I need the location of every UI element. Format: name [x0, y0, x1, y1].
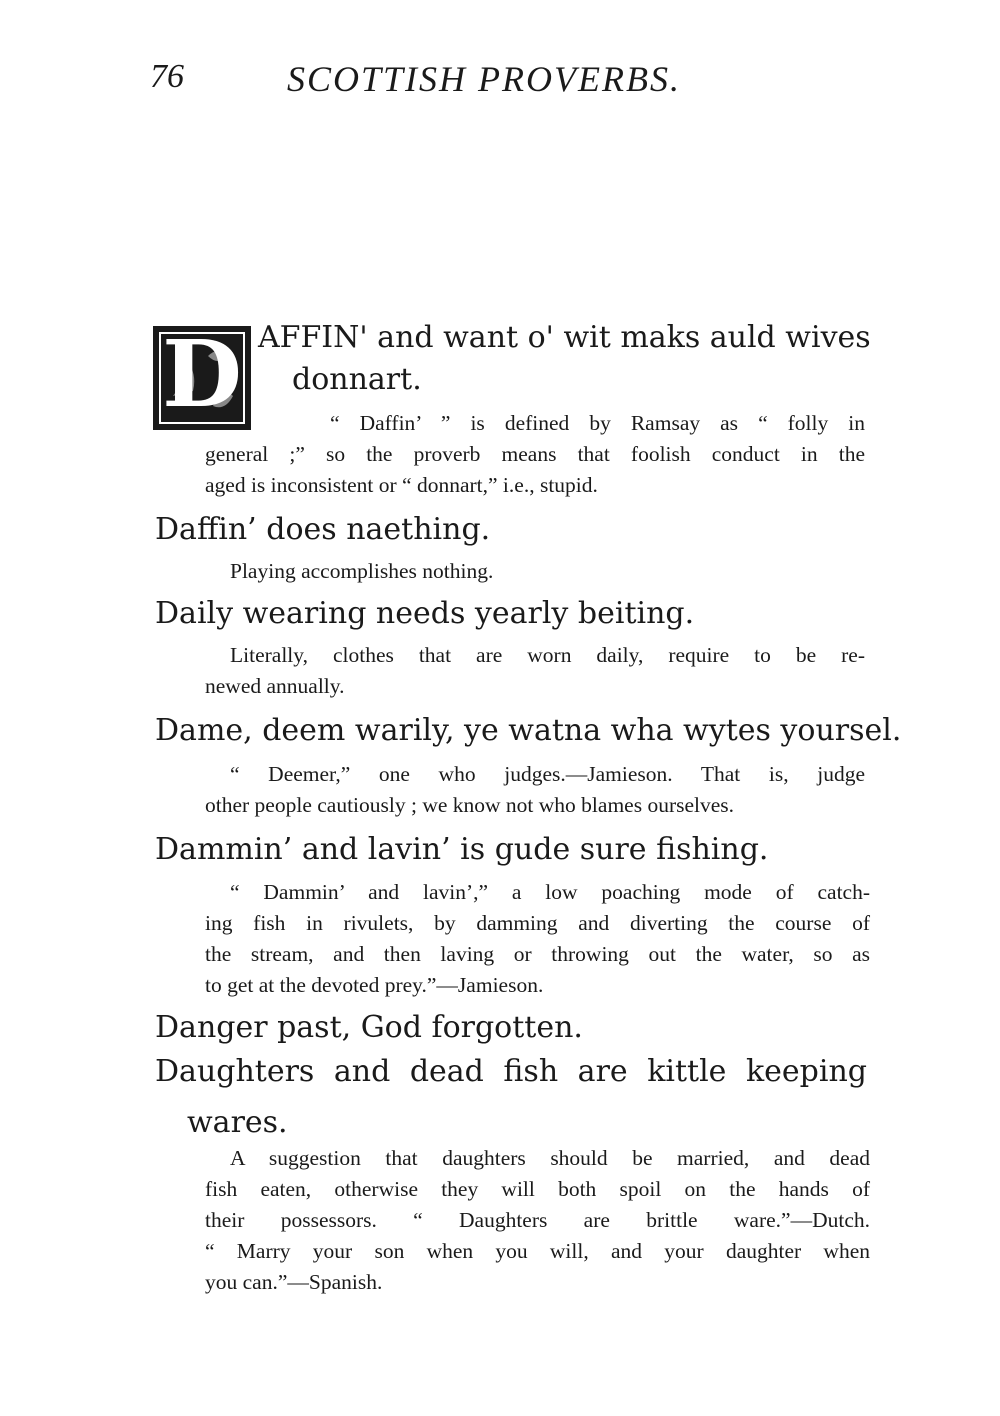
proverb-heading: Dammin’ and lavin’ is gude sure fishing. [155, 832, 769, 867]
note-line: “ Marry your son when you will, and your daughter when [205, 1239, 870, 1263]
note [205, 640, 865, 702]
note-line: “ Deemer,” one who judges.—Jamieson. That is, judge [230, 762, 865, 786]
note-line: general ;” so the proverb means that foolish conduct in the [205, 442, 865, 466]
note-line: you can.”—Spanish. [205, 1270, 383, 1294]
note-line: aged is inconsistent or “ donnart,” i.e., stupid. [205, 473, 598, 497]
proverb-line: donnart. [292, 362, 422, 397]
note [205, 1143, 870, 1298]
running-title: SCOTTISH PROVERBS. [287, 59, 681, 99]
proverb-line: wares. [187, 1105, 288, 1140]
note [205, 408, 865, 501]
dropcap-letter: D [162, 320, 242, 428]
note-line: Playing accomplishes nothing. [230, 559, 494, 583]
note-line: the stream, and then laving or throwing out the water, so as [205, 942, 870, 966]
proverb-heading: Danger past, God forgotten. [155, 1010, 583, 1045]
note-line: other people cautiously ; we know not who blames ourselves. [205, 793, 735, 817]
proverb-heading: Dame, deem warily, ye watna wha wytes yoursel. [155, 713, 902, 748]
note [230, 556, 870, 587]
note-line: “ Daffin’ ” is defined by Ramsay as “ folly in [330, 411, 865, 435]
note-line: newed annually. [205, 674, 345, 698]
proverb-heading: Daily wearing needs yearly beiting. [155, 596, 695, 631]
note-line: fish eaten, otherwise they will both spoil on the hands of [205, 1177, 870, 1201]
proverb-line: Daughters and dead fish are kittle keeping [155, 1054, 867, 1089]
note [205, 759, 865, 821]
note [205, 877, 870, 1001]
page-number: 76 [150, 58, 184, 95]
note-line: their possessors. “ Daughters are brittle ware.”—Dutch. [205, 1208, 870, 1232]
note-line: Literally, clothes that are worn daily, require to be re- [230, 643, 865, 667]
note-line: “ Dammin’ and lavin’,” a low poaching mode of catch- [230, 880, 870, 904]
proverb-heading: Daffin’ does naething. [155, 512, 491, 547]
proverb-line: AFFIN' and want o' wit maks auld wives [258, 320, 871, 355]
note-line: to get at the devoted prey.”—Jamieson. [205, 973, 544, 997]
note-line: ing fish in rivulets, by damming and diverting the course of [205, 911, 870, 935]
note-line: A suggestion that daughters should be married, and dead [230, 1146, 870, 1170]
page-header [0, 58, 1000, 108]
